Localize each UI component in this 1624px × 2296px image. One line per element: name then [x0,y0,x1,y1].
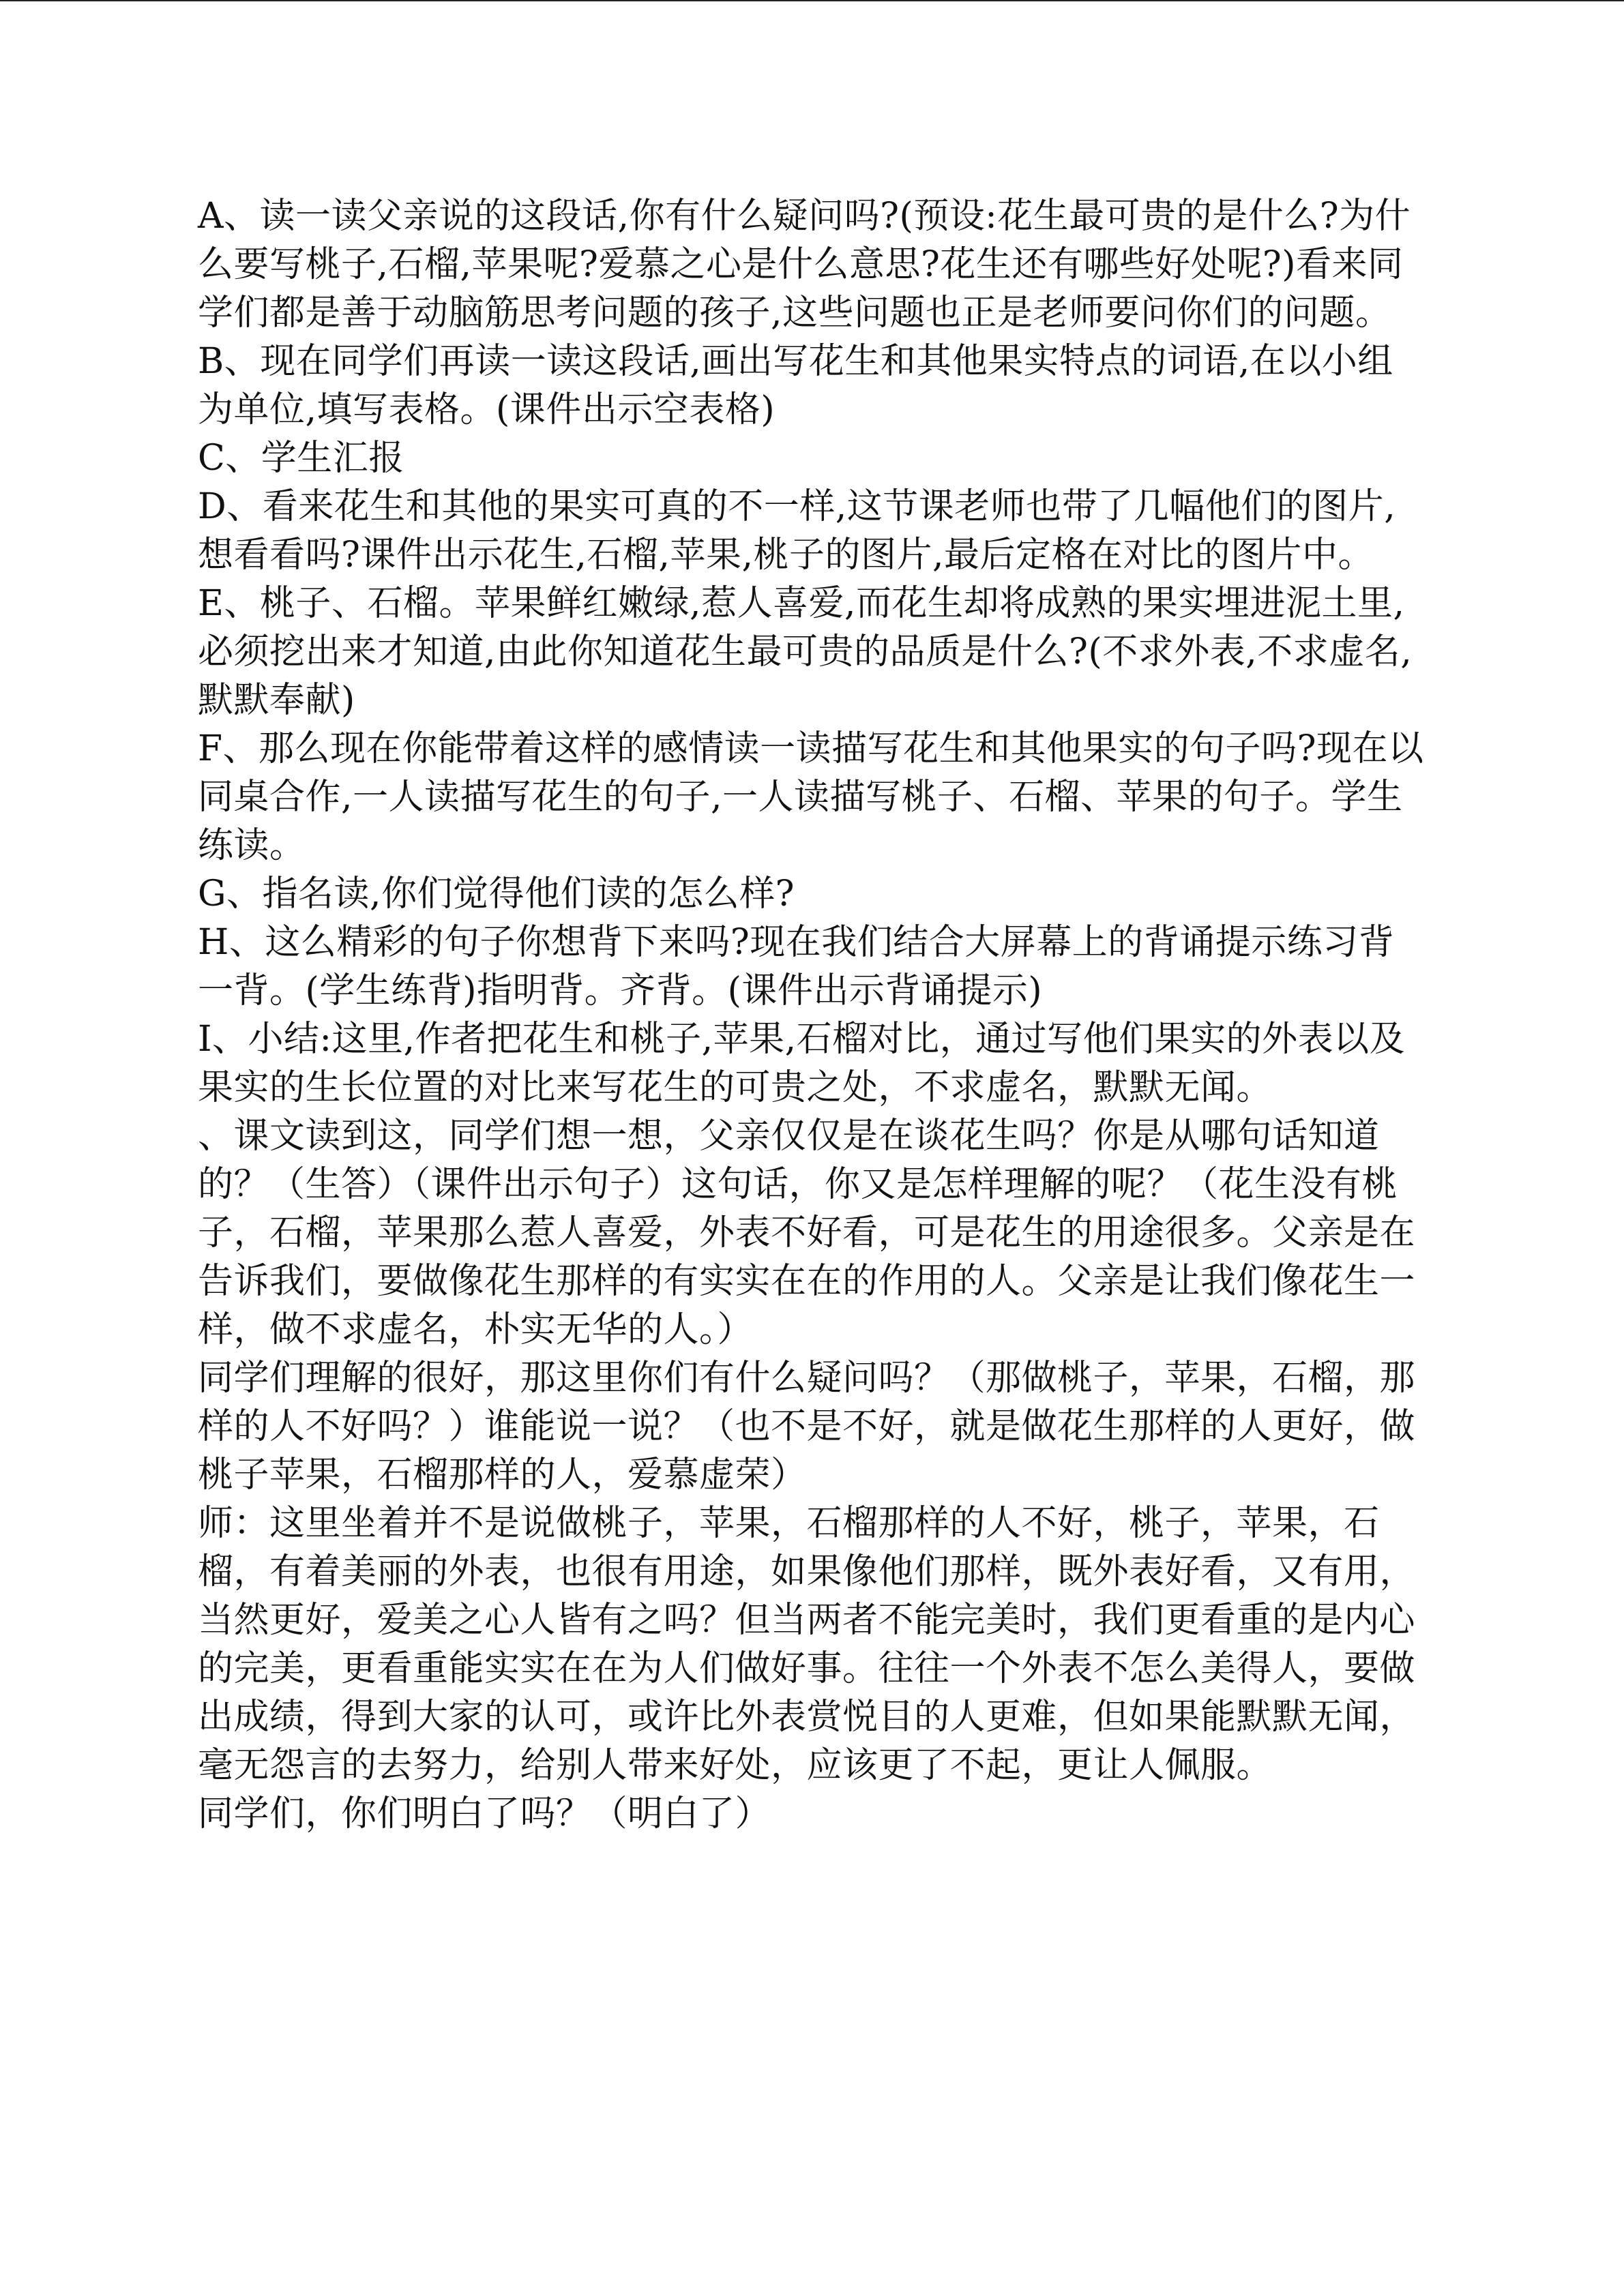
paragraph-c: C、学生汇报 [198,438,404,479]
paragraph-closing: 同学们，你们明白了吗？（明白了） [198,1793,771,1834]
paragraph-discussion: 、课文读到这，同学们想一想，父亲仅仅是在谈花生吗？你是从哪句话知道的？（生答）（课件出示句子）这句话，你又是怎样理解的呢？（花生没有桃子，石榴，苹果那么惹人喜爱，外表不好看，可是花生的用途很多。父亲是在告诉我们，要做像花生那样的有实实在在的作用的人。父亲是让我们像花生一样，做不求虚名，朴实无华的人。） [198,1116,1416,1350]
paragraph-a: A、读一读父亲说的这段话,你有什么疑问吗?(预设:花生最可贵的是什么?为什么要写桃子,石榴,苹果呢?爱慕之心是什么意思?花生还有哪些好处呢?)看来同学们都是善于动脑筋思考问题的孩子,这些问题也正是老师要问你们的问题。 [198,196,1411,333]
document-body [198,192,1426,1838]
paragraph-d: D、看来花生和其他的果实可真的不一样,这节课老师也带了几幅他们的图片,想看看吗?课件出示花生,石榴,苹果,桃子的图片,最后定格在对比的图片中。 [198,486,1396,576]
paragraph-teacher: 师：这里坐着并不是说做桃子，苹果，石榴那样的人不好，桃子，苹果，石榴，有着美丽的外表，也很有用途，如果像他们那样，既外表好看，又有用，当然更好，爱美之心人皆有之吗？但当两者不能完美时，我们更看重的是内心的完美，更看重能实实在在为人们做好事。往往一个外表不怎么美得人，要做出成绩，得到大家的认可，或许比外表赏悦目的人更难，但如果能默默无闻，毫无怨言的去努力，给别人带来好处，应该更了不起，更让人佩服。 [198,1503,1416,1786]
paragraph-e: E、桃子、石榴。苹果鲜红嫩绿,惹人喜爱,而花生却将成熟的果实埋进泥土里,必须挖出来才知道,由此你知道花生最可贵的品质是什么?(不求外表,不求虚名,默默奉献) [198,583,1413,721]
paragraph-i: I、小结:这里,作者把花生和桃子,苹果,石榴对比，通过写他们果实的外表以及果实的生长位置的对比来写花生的可贵之处，不求虚名，默默无闻。 [198,1019,1406,1108]
paragraph-h: H、这么精彩的句子你想背下来吗?现在我们结合大屏幕上的背诵提示练习背一背。(学生练背)指明背。齐背。(课件出示背诵提示) [198,922,1395,1011]
paragraph-question: 同学们理解的很好，那这里你们有什么疑问吗？（那做桃子，苹果，石榴，那样的人不好吗？）谁能说一说？（也不是不好，就是做花生那样的人更好，做桃子苹果，石榴那样的人，爱慕虚荣） [198,1358,1416,1495]
paragraph-b: B、现在同学们再读一读这段话,画出写花生和其他果实特点的词语,在以小组为单位,填写表格。(课件出示空表格) [198,341,1393,430]
paragraph-g: G、指名读,你们觉得他们读的怎么样? [198,874,795,914]
paragraph-f: F、那么现在你能带着这样的感情读一读描写花生和其他果实的句子吗?现在以同桌合作,一人读描写花生的句子,一人读描写桃子、石榴、苹果的句子。学生练读。 [198,728,1424,866]
